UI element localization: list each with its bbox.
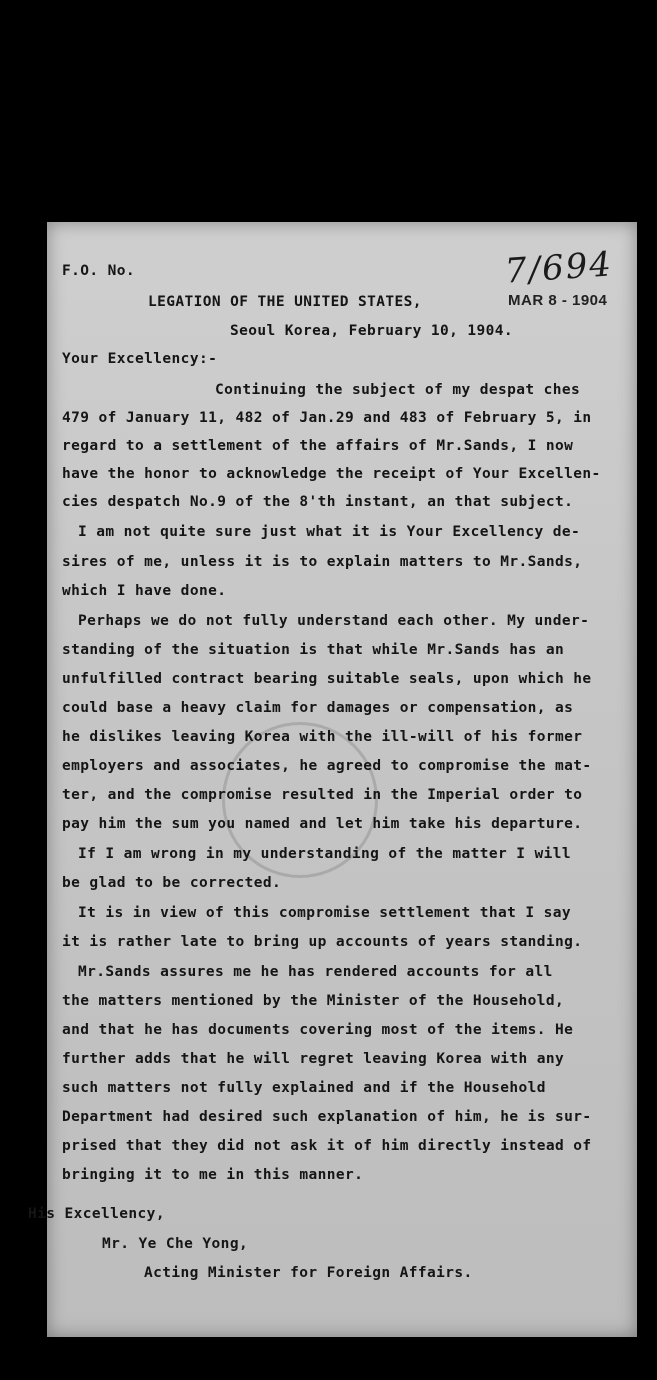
addressee-title: His Excellency, [28, 1206, 165, 1222]
body-line: pay him the sum you named and let him take his departure. [62, 816, 583, 832]
body-line: regard to a settlement of the affairs of Mr.Sands, I now [62, 438, 574, 454]
body-line: and that he has documents covering most of the items. He [62, 1022, 574, 1038]
addressee-office: Acting Minister for Foreign Affairs. [144, 1265, 473, 1281]
salutation: Your Excellency:- [62, 351, 218, 367]
body-line: cies despatch No.9 of the 8'th instant, an that subject. [62, 494, 574, 510]
body-line: the matters mentioned by the Minister of the Household, [62, 993, 565, 1009]
place-date: Seoul Korea, February 10, 1904. [230, 323, 514, 339]
body-line: It is in view of this compromise settlement that I say [78, 905, 572, 921]
body-line: he dislikes leaving Korea with the ill-will of his former [62, 729, 583, 745]
body-line: could base a heavy claim for damages or compensation, as [62, 700, 574, 716]
body-line: have the honor to acknowledge the receipt of Your Excellen- [62, 466, 601, 482]
body-line: further adds that he will regret leaving Korea with any [62, 1051, 565, 1067]
body-line: unfulfilled contract bearing suitable seals, upon which he [62, 671, 592, 687]
fo-number: F.O. No. [62, 263, 136, 279]
archive-number: 7/694 [503, 244, 615, 292]
body-line: sires of me, unless it is to explain matters to Mr.Sands, [62, 554, 583, 570]
body-line: Mr.Sands assures me he has rendered accounts for all [78, 964, 553, 980]
body-line: which I have done. [62, 583, 227, 599]
body-line: be glad to be corrected. [62, 875, 282, 891]
letterhead: LEGATION OF THE UNITED STATES, [148, 294, 422, 310]
body-line: employers and associates, he agreed to compromise the mat- [62, 758, 592, 774]
body-line: ter, and the compromise resulted in the Imperial order to [62, 787, 583, 803]
body-line: it is rather late to bring up accounts of years standing. [62, 934, 583, 950]
body-line: I am not quite sure just what it is Your Excellency de- [78, 524, 581, 540]
body-line: prised that they did not ask it of him directly instead of [62, 1138, 592, 1154]
page-edge-shadow [0, 975, 14, 1125]
body-line: If I am wrong in my understanding of the matter I will [78, 846, 572, 862]
received-date-stamp: MAR 8 - 1904 [508, 292, 608, 309]
body-line: Perhaps we do not fully understand each other. My under- [78, 613, 590, 629]
body-line: 479 of January 11, 482 of Jan.29 and 483 of February 5, in [62, 410, 592, 426]
body-line: Department had desired such explanation of him, he is sur- [62, 1109, 592, 1125]
addressee-name: Mr. Ye Che Yong, [102, 1236, 249, 1252]
body-line: standing of the situation is that while Mr.Sands has an [62, 642, 565, 658]
body-line: such matters not fully explained and if the Household [62, 1080, 546, 1096]
body-line: bringing it to me in this manner. [62, 1167, 364, 1183]
body-line: Continuing the subject of my despat ches [215, 382, 581, 398]
